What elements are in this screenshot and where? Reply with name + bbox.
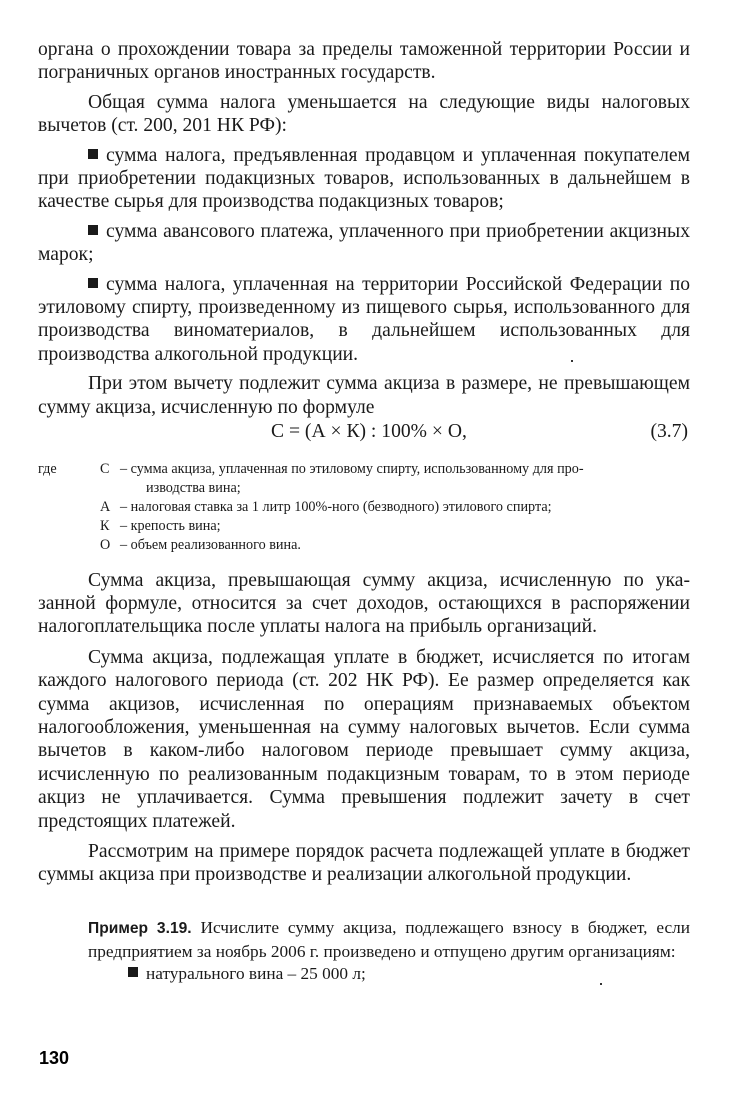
definition-symbol: С [100, 460, 110, 477]
example-block [38, 917, 690, 986]
paragraph-excess: Сумма акциза, превышающая сумму акциза, исчисленную по указанной формуле, относится за счет доходов, остающихся в распоряжении налогоплательщика после уплаты налога на прибыль организаций. [38, 569, 690, 638]
definition-text: – сумма акциза, уплаченная по этиловому спирту, использованному для про- [120, 460, 584, 477]
bullet-square-icon [88, 278, 98, 288]
where-label: где [38, 460, 57, 477]
definition-text: – объем реализованного вина. [120, 536, 301, 553]
list-item: сумма налога, предъявленная продавцом и уплаченная покупателем при приобретении подакцизных товаров, использованных в дальнейшем в качестве сырья для производства подакцизных товаров; [38, 144, 690, 213]
paragraph-example-intro: Рассмотрим на примере порядок расчета подлежащей уплате в бюджет суммы акциза при производстве и реализации алкогольной продукции. [38, 840, 690, 886]
list-item: натурального вина – 25 000 л; [128, 963, 690, 986]
list-item: сумма налога, уплаченная на территории Российской Федерации по этиловому спирту, произведенному из пищевого сырья, использованного для производства виноматериалов, в дальнейшем использованных для производства алкогольной продукции. [38, 273, 690, 365]
formula-definitions [38, 460, 690, 555]
definition-text: – налоговая ставка за 1 литр 100%-ного (безводного) этилового спирта; [120, 498, 552, 515]
paragraph-formula-intro: При этом вычету подлежит сумма акциза в размере, не превышающем сумму акциза, исчисленную по формуле [38, 373, 690, 418]
definition-symbol: О [100, 536, 111, 553]
definition-row [38, 460, 690, 479]
example-text: Пример 3.19. Исчислите сумму акциза, подлежащего взносу в бюджет, если предприятием за ноябрь 2006 г. произведено и отпущено другим организациям: [88, 917, 690, 961]
definition-row [38, 517, 690, 536]
formula-number: (3.7) [650, 421, 688, 443]
bullet-square-icon [128, 967, 138, 977]
definition-continuation: изводства вина; [146, 479, 241, 496]
scan-speck [600, 983, 602, 985]
scan-speck [571, 360, 573, 362]
definition-row [38, 536, 690, 555]
paragraph-continuation: органа о прохождении товара за пределы таможенной территории России и пограничных органов иностранных государств. [38, 39, 690, 84]
bullet-square-icon [88, 225, 98, 235]
definition-text: – крепость вина; [120, 517, 221, 534]
definition-symbol: К [100, 517, 110, 534]
definition-row [38, 498, 690, 517]
page-body [38, 38, 690, 986]
formula: С = (А × К) : 100% × О, [271, 421, 467, 443]
formula-row [38, 420, 690, 443]
list-item: сумма авансового платежа, уплаченного при приобретении акцизных марок; [38, 220, 690, 266]
bullet-square-icon [88, 149, 98, 159]
definition-symbol: А [100, 498, 111, 515]
example-label: Пример 3.19. [88, 919, 192, 937]
paragraph-payable: Сумма акциза, подлежащая уплате в бюджет, исчисляется по итогам каждого налогового периода (ст. 202 НК РФ). Ее размер определяется как сумма акцизов, исчисленная по операциям признаваемых объектом налогообложения, уменьшенная на сумму налоговых вычетов. Если сумма вычетов в каком-либо налоговом периоде превышает сумму акциза, исчисленную по реализованным подакцизным товарам, то в этом периоде акциз не уплачивается. Сумма превышения подлежит зачету в счет предстоящих платежей. [38, 646, 690, 832]
page-number: 130 [39, 1048, 70, 1068]
paragraph-deductions-intro: Общая сумма налога уменьшается на следующие виды налоговых вычетов (ст. 200, 201 НК РФ): [38, 91, 690, 137]
